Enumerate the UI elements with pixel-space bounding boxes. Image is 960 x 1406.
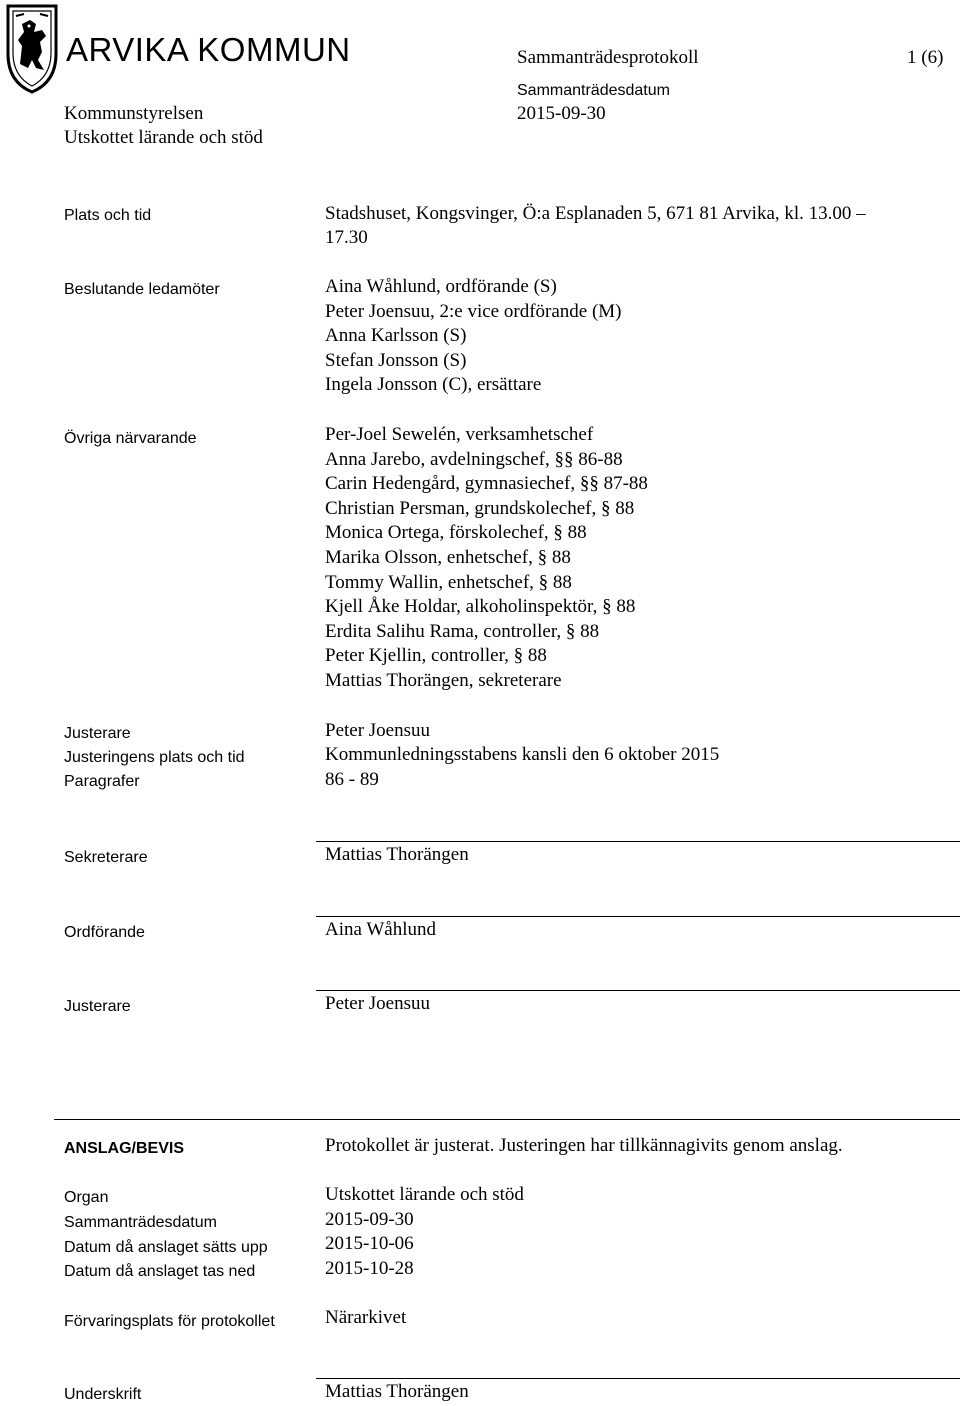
list-item: Tommy Wallin, enhetschef, § 88 xyxy=(325,571,572,593)
storage-label: Förvaringsplats för protokollet xyxy=(64,1313,275,1330)
list-item: Mattias Thorängen, sekreterare xyxy=(325,669,562,691)
storage-place: Närarkivet xyxy=(325,1307,407,1328)
list-item: Kjell Åke Holdar, alkoholinspektör, § 88 xyxy=(325,596,636,618)
signature-label: Underskrift xyxy=(64,1386,142,1403)
adjuster-signature-name: Peter Joensuu xyxy=(325,993,431,1014)
organ: Utskottet lärande och stöd xyxy=(325,1184,524,1205)
adjuster-name: Peter Joensuu xyxy=(325,720,431,741)
signature-line xyxy=(316,916,960,917)
adjuster-signature-label: Justerare xyxy=(64,998,131,1015)
signature-name: Mattias Thorängen xyxy=(325,1381,469,1402)
posted-date: 2015-10-06 xyxy=(325,1233,414,1254)
secretary-label: Sekreterare xyxy=(64,849,148,866)
list-item: Anna Jarebo, avdelningschef, §§ 86-88 xyxy=(325,448,623,470)
paragraphs: 86 - 89 xyxy=(325,769,379,790)
secretary-name: Mattias Thorängen xyxy=(325,844,469,865)
org-name: Kommunstyrelsen xyxy=(64,103,204,124)
signature-line xyxy=(316,1378,960,1379)
list-item: Stefan Jonsson (S) xyxy=(325,349,467,371)
place-line-1: Stadshuset, Kongsvinger, Ö:a Esplanaden 5, 671 81 Arvika, kl. 13.00 – xyxy=(325,203,866,224)
list-item: Anna Karlsson (S) xyxy=(325,325,467,347)
notice-date: 2015-09-30 xyxy=(325,1209,414,1230)
list-item: Erdita Salihu Rama, controller, § 88 xyxy=(325,620,600,642)
members-label: Beslutande ledamöter xyxy=(64,281,220,298)
place-line-2: 17.30 xyxy=(325,227,368,248)
signature-line xyxy=(316,841,960,842)
list-item: Per-Joel Sewelén, verksamhetschef xyxy=(325,424,594,445)
list-item: Ingela Jonsson (C), ersättare xyxy=(325,374,542,396)
list-item: Christian Persman, grundskolechef, § 88 xyxy=(325,497,635,519)
page-number: 1 (6) xyxy=(907,47,944,68)
document-type: Sammanträdesprotokoll xyxy=(517,47,699,68)
organ-label: Organ xyxy=(64,1189,109,1206)
brand-name: ARVIKA KOMMUN xyxy=(66,31,351,68)
list-item: Marika Olsson, enhetschef, § 88 xyxy=(325,546,571,568)
notice-statement: Protokollet är justerat. Justeringen har tillkännagivits genom anslag. xyxy=(325,1135,843,1156)
others-list xyxy=(325,423,648,694)
section-divider xyxy=(54,1119,960,1120)
adjust-place: Kommunledningsstabens kansli den 6 oktober 2015 xyxy=(325,744,720,765)
list-item: Peter Kjellin, controller, § 88 xyxy=(325,645,547,667)
list-item: Aina Wåhlund, ordförande (S) xyxy=(325,276,557,297)
signature-line xyxy=(316,990,960,991)
coat-of-arms-logo xyxy=(4,2,60,94)
list-item: Monica Ortega, förskolechef, § 88 xyxy=(325,522,587,544)
removed-date-label: Datum då anslaget tas ned xyxy=(64,1263,256,1280)
notice-title: ANSLAG/BEVIS xyxy=(64,1140,185,1157)
list-item: Peter Joensuu, 2:e vice ordförande (M) xyxy=(325,300,622,322)
members-list xyxy=(325,275,622,398)
chair-name: Aina Wåhlund xyxy=(325,919,436,940)
adjuster-label: Justerare xyxy=(64,725,131,742)
paragraphs-label: Paragrafer xyxy=(64,773,140,790)
notice-date-label: Sammanträdesdatum xyxy=(64,1214,217,1231)
posted-date-label: Datum då anslaget sätts upp xyxy=(64,1239,268,1256)
adjust-place-label: Justeringens plats och tid xyxy=(64,749,245,766)
place-label: Plats och tid xyxy=(64,207,152,224)
meeting-date-label: Sammanträdesdatum xyxy=(517,82,670,99)
others-label: Övriga närvarande xyxy=(64,430,197,447)
chair-label: Ordförande xyxy=(64,924,145,941)
removed-date: 2015-10-28 xyxy=(325,1258,414,1279)
committee-name: Utskottet lärande och stöd xyxy=(64,127,263,148)
meeting-date: 2015-09-30 xyxy=(517,103,606,124)
list-item: Carin Hedengård, gymnasiechef, §§ 87-88 xyxy=(325,473,648,495)
